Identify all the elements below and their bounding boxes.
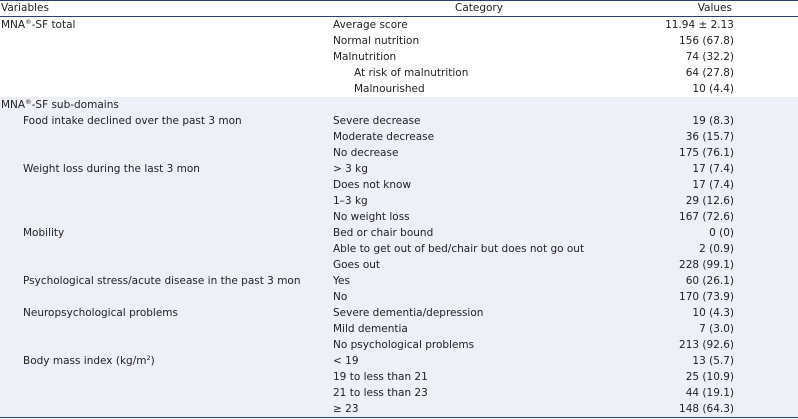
- category-cell: Bed or chair bound: [333, 227, 434, 239]
- registered-mark: ®: [25, 98, 32, 106]
- value-cell: 13 (5.7): [692, 355, 734, 367]
- table-row: [0, 209, 798, 225]
- variable-cell: Weight loss during the last 3 mon: [23, 163, 200, 175]
- value-cell: 7 (3.0): [699, 323, 734, 335]
- variable-cell: Body mass index $(kg/m^2)$: [23, 354, 155, 367]
- value-cell: 36 (15.7): [685, 131, 734, 143]
- superscript: 2: [146, 354, 151, 362]
- table-row: [0, 337, 798, 353]
- value-cell: 175 (76.1): [679, 147, 734, 159]
- section-row: [0, 97, 798, 113]
- category-cell: Severe dementia/depression: [333, 307, 484, 319]
- table-row: [0, 81, 798, 97]
- value-cell: 64 (27.8): [685, 67, 734, 79]
- variable-cell: Food intake declined over the past 3 mon: [23, 115, 242, 127]
- value-cell: 10 (4.3): [692, 307, 734, 319]
- header-category: Category: [455, 2, 503, 14]
- value-cell: 60 (26.1): [685, 275, 734, 287]
- category-cell: Does not know: [333, 179, 412, 191]
- table-row: [0, 369, 798, 385]
- category-cell: Moderate decrease: [333, 131, 435, 143]
- value-cell: 17 (7.4): [692, 163, 734, 175]
- value-cell: 25 (10.9): [685, 371, 734, 383]
- table-row: [0, 257, 798, 273]
- value-cell: 167 (72.6): [679, 211, 734, 223]
- value-cell: 0 (0): [709, 227, 734, 239]
- value-cell: 17 (7.4): [692, 179, 734, 191]
- value-cell: 228 (99.1): [679, 259, 734, 271]
- variable-cell: Psychological stress/acute disease in the past 3 mon: [23, 275, 301, 287]
- registered-mark: ®: [25, 18, 32, 26]
- table-row: [0, 401, 798, 417]
- category-cell: 1–3 kg: [333, 195, 368, 207]
- table-row: [0, 129, 798, 145]
- variable-cell: Neuropsychological problems: [23, 307, 178, 319]
- table-row: [0, 353, 798, 369]
- category-cell: Yes: [333, 275, 350, 287]
- value-cell: 148 (64.3): [679, 403, 734, 415]
- category-cell: Average score: [333, 19, 408, 31]
- category-cell: Mild dementia: [333, 323, 408, 335]
- category-cell: No psychological problems: [333, 339, 475, 351]
- value-cell: 10 (4.4): [692, 83, 734, 95]
- variable-cell: Mobility: [23, 227, 65, 239]
- section-label-total: MNA®-SF total: [1, 18, 76, 31]
- category-cell: 21 to less than 23: [333, 387, 428, 399]
- table-row: [0, 177, 798, 193]
- table-row: [0, 321, 798, 337]
- table-row: [0, 289, 798, 305]
- table-row: [0, 225, 798, 241]
- section-label-subdomains: MNA®-SF sub-domains: [1, 98, 119, 111]
- table-row: [0, 65, 798, 81]
- table-row: [0, 113, 798, 129]
- value-cell: 156 (67.8): [679, 35, 734, 47]
- table-row: [0, 385, 798, 401]
- value-cell: 170 (73.9): [679, 291, 734, 303]
- table-row: [0, 17, 798, 33]
- category-cell: No: [333, 291, 348, 303]
- table-row: [0, 193, 798, 209]
- table-row: [0, 145, 798, 161]
- value-cell: 29 (12.6): [685, 195, 734, 207]
- table-header: [0, 1, 798, 17]
- category-cell: Malnourished: [354, 83, 425, 95]
- header-values: Values: [697, 2, 732, 14]
- category-cell: ≥ 23: [333, 403, 359, 415]
- category-cell: Able to get out of bed/chair but does not go out: [333, 243, 585, 255]
- table-row: [0, 273, 798, 289]
- table-body: [0, 17, 798, 417]
- table-row: [0, 305, 798, 321]
- table-row: [0, 161, 798, 177]
- category-cell: Severe decrease: [333, 115, 421, 127]
- category-cell: Goes out: [333, 259, 381, 271]
- category-cell: At risk of malnutrition: [354, 67, 469, 79]
- value-cell: 2 (0.9): [699, 243, 734, 255]
- table-row: [0, 49, 798, 65]
- category-cell: No decrease: [333, 147, 399, 159]
- value-cell: 213 (92.6): [679, 339, 734, 351]
- category-cell: < 19: [333, 355, 359, 367]
- value-cell: 11.94 ± 2.13: [665, 19, 734, 31]
- category-cell: > 3 kg: [333, 163, 368, 175]
- header-variables: Variables: [1, 2, 49, 14]
- table-row: [0, 33, 798, 49]
- value-cell: 19 (8.3): [692, 115, 734, 127]
- value-cell: 74 (32.2): [685, 51, 734, 63]
- category-cell: Malnutrition: [333, 51, 397, 63]
- category-cell: 19 to less than 21: [333, 371, 428, 383]
- category-cell: No weight loss: [333, 211, 410, 223]
- table-row: [0, 241, 798, 257]
- value-cell: 44 (19.1): [685, 387, 734, 399]
- category-cell: Normal nutrition: [333, 35, 420, 47]
